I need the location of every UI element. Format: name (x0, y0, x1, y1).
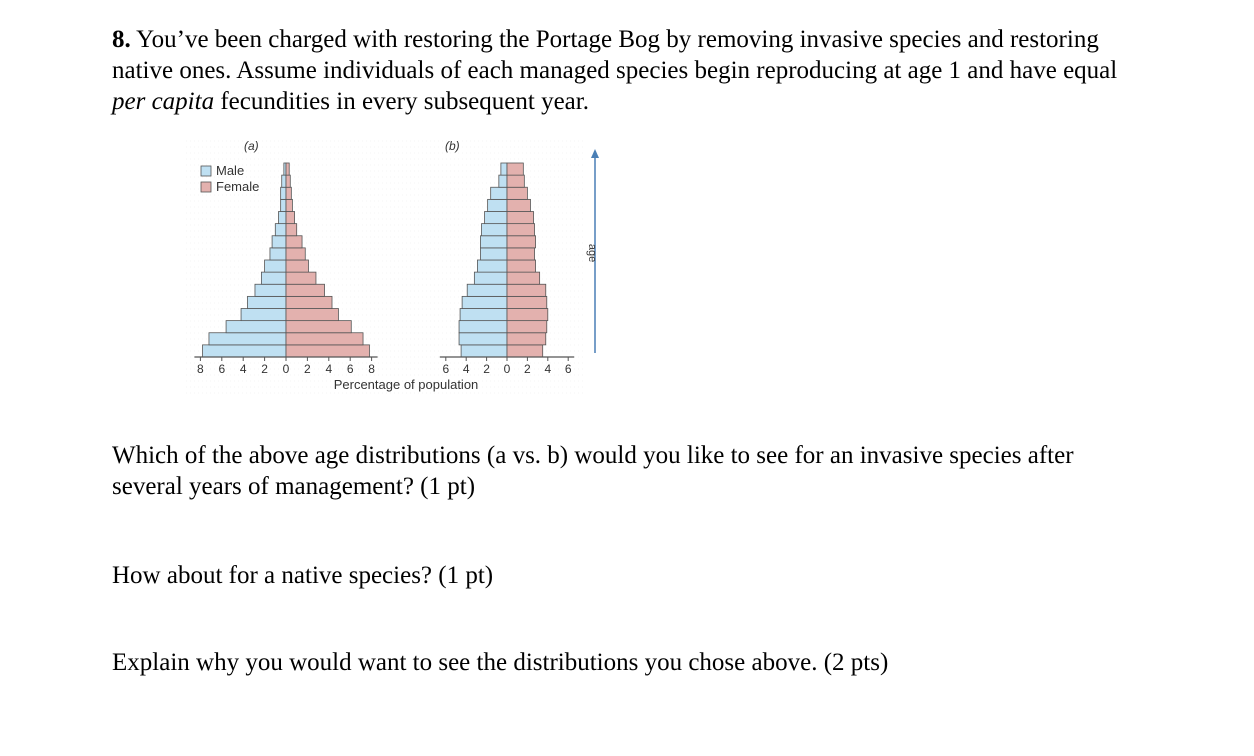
female-bar (507, 333, 546, 345)
female-bar (286, 296, 332, 308)
male-bar (270, 248, 286, 260)
tick-label: 4 (325, 362, 333, 376)
question-explain: Explain why you would want to see the distributions you chose above. (2 pts) (112, 649, 889, 676)
question-native: How about for a native species? (1 pt) (112, 562, 494, 589)
tick-label: 2 (524, 362, 531, 376)
male-bar (460, 309, 507, 321)
female-bar (507, 260, 536, 272)
female-bar (507, 175, 524, 187)
female-bar (286, 163, 289, 175)
male-bar (282, 175, 286, 187)
female-bar (507, 224, 535, 236)
female-bar (507, 236, 536, 248)
panel-label: (b) (445, 139, 460, 153)
male-bar (462, 296, 507, 308)
male-bar (482, 224, 508, 236)
tick-label: 8 (197, 362, 204, 376)
tick-label: 0 (503, 362, 511, 376)
male-bar (459, 333, 507, 345)
female-bar (286, 175, 290, 187)
female-bar (286, 272, 316, 284)
intro-text-b: fecundities in every subsequent year. (214, 88, 589, 115)
legend-male-label: Male (216, 163, 245, 178)
male-bar (474, 272, 507, 284)
female-bar (507, 345, 543, 357)
tick-label: 4 (239, 362, 247, 376)
female-bar (286, 224, 297, 236)
female-bar (507, 212, 534, 224)
male-bar (255, 284, 286, 296)
female-bar (507, 248, 535, 260)
tick-label: 8 (368, 362, 375, 376)
male-bar (203, 345, 286, 357)
female-bar (286, 236, 302, 248)
female-bar (507, 309, 548, 321)
female-bar (286, 345, 369, 357)
female-bar (507, 296, 547, 308)
male-bar (272, 236, 286, 248)
male-bar (247, 296, 286, 308)
male-bar (501, 163, 507, 175)
female-bar (286, 321, 351, 333)
male-bar (467, 284, 507, 296)
male-bar (485, 212, 507, 224)
female-bar (286, 333, 363, 345)
pyramid-chart (186, 135, 606, 400)
female-bar (507, 272, 540, 284)
female-bar (507, 284, 546, 296)
tick-label: 6 (218, 362, 226, 376)
male-bar (477, 260, 507, 272)
male-bar (226, 321, 286, 333)
male-bar (241, 309, 286, 321)
panel-label: (a) (244, 139, 259, 153)
tick-label: 6 (442, 362, 450, 376)
male-bar (488, 199, 507, 211)
male-bar (279, 212, 286, 224)
tick-label: 6 (564, 362, 572, 376)
male-bar (281, 187, 286, 199)
male-bar (281, 199, 286, 211)
female-bar (286, 284, 325, 296)
male-bar (261, 272, 286, 284)
male-bar (491, 187, 507, 199)
female-bar (507, 321, 547, 333)
legend-male-swatch (201, 166, 211, 176)
age-pyramid-figure (186, 135, 606, 400)
intro-italic: per capita (112, 88, 215, 115)
female-bar (286, 309, 338, 321)
tick-label: 2 (483, 362, 490, 376)
female-bar (507, 187, 527, 199)
legend-female-swatch (201, 182, 211, 192)
male-bar (209, 333, 286, 345)
male-bar (459, 321, 507, 333)
tick-label: 0 (282, 362, 290, 376)
legend-female-label: Female (216, 179, 260, 194)
question-intro (112, 24, 1122, 117)
female-bar (286, 187, 291, 199)
male-bar (265, 260, 286, 272)
tick-label: 4 (544, 362, 552, 376)
female-bar (507, 199, 530, 211)
female-bar (286, 199, 292, 211)
male-bar (499, 175, 507, 187)
female-bar (286, 212, 295, 224)
tick-label: 4 (462, 362, 470, 376)
question-invasive: Which of the above age distributions (a vs. b) would you like to see for an invasive species after several years of management? (1 pt) (112, 442, 1074, 500)
age-label: age (586, 243, 598, 263)
tick-label: 6 (346, 362, 354, 376)
male-bar (275, 224, 286, 236)
female-bar (286, 248, 305, 260)
intro-text-a: You’ve been charged with restoring the Portage Bog by removing invasive species and restoring native ones. Assume individuals of each managed species begin reproducing at age 1 and have equal (112, 26, 1118, 84)
male-bar (461, 345, 507, 357)
male-bar (480, 236, 507, 248)
tick-label: 2 (261, 362, 268, 376)
female-bar (286, 260, 308, 272)
tick-label: 2 (304, 362, 311, 376)
age-arrow-head (591, 149, 599, 158)
question-number: 8. (112, 26, 131, 53)
female-bar (507, 163, 523, 175)
male-bar (480, 248, 507, 260)
x-axis-title: Percentage of population (333, 377, 479, 392)
